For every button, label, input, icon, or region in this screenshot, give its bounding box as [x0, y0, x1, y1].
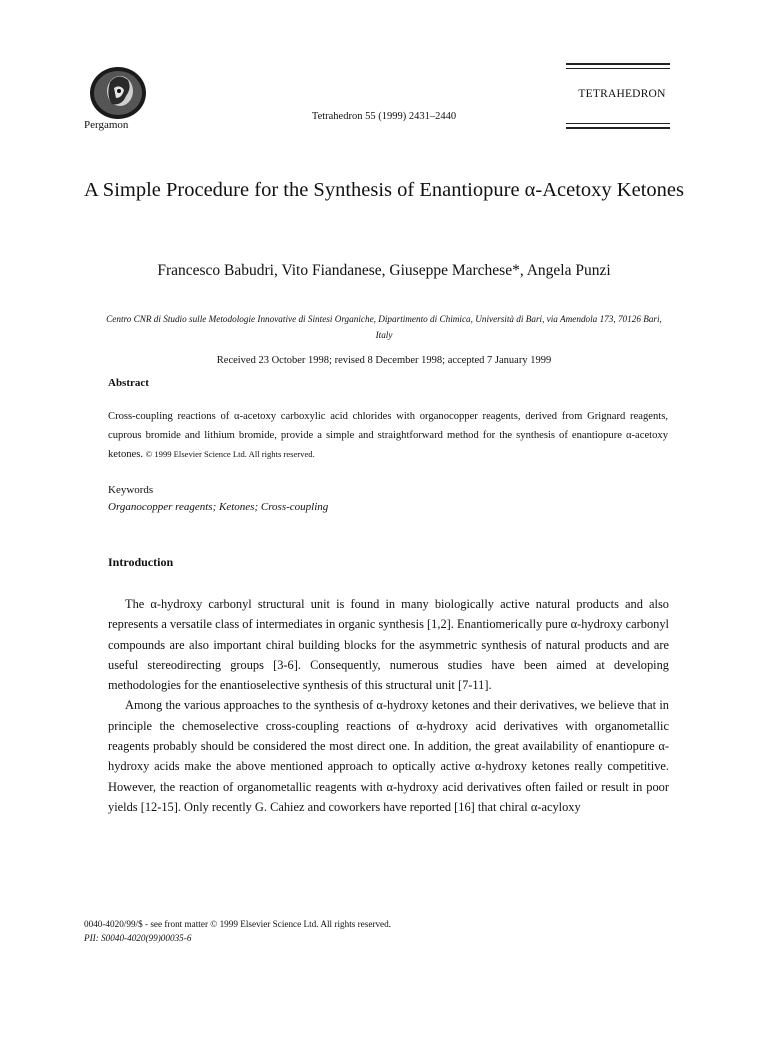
footer-pii: PII: S0040-4020(99)00035-6: [84, 933, 192, 943]
publisher-name: Pergamon: [84, 119, 129, 131]
author-list: Francesco Babudri, Vito Fiandanese, Giuseppe Marchese*, Angela Punzi: [157, 262, 611, 279]
journal-name: TETRAHEDRON: [578, 88, 666, 100]
introduction-heading: Introduction: [108, 555, 174, 569]
affiliation: Centro CNR di Studio sulle Metodologie Innovative di Sintesi Organiche, Dipartimento di Chimica, Università di Bari, via Amendola 173, 70126 Bari, Italy: [106, 314, 662, 340]
header-rule-bottom-thin: [566, 123, 670, 124]
paragraph: Among the various approaches to the synthesis of α-hydroxy ketones and their derivatives, we believe that in principle the chemoselective cross-coupling reactions of α-hydroxy acid derivatives with organometallic reagents probably should be considered the most direct one. In addition, the great availability of enantiopure α-hydroxy acids make the above mentioned approach to optically active α-hydroxy ketones really competitive. However, the reaction of organometallic reagents with α-hydroxy acid derivatives often failed or result in poor yields [12-15]. Only recently G. Cahiez and coworkers have reported [16] that chiral α-acyloxy: [108, 698, 669, 814]
paper-title: A Simple Procedure for the Synthesis of Enantiopure α-Acetoxy Ketones: [84, 179, 684, 201]
abstract-heading: Abstract: [108, 377, 149, 389]
keywords-heading: Keywords: [108, 484, 154, 496]
journal-citation: Tetrahedron 55 (1999) 2431–2440: [311, 111, 457, 122]
paragraph: The α-hydroxy carbonyl structural unit is found in many biologically active natural products and also represents a versatile class of intermediates in organic synthesis [1,2]. Enantiomerically pure α-hydroxy carbonyl compounds are also important chiral building blocks for the asymmetric synthesis of natural products and are useful stereodirecting groups [3-6]. Consequently, numerous studies have been aimed at developing methodologies for the enantioselective synthesis of this structural unit [7-11].: [108, 597, 669, 693]
footer-front-matter: 0040-4020/99/$ - see front matter © 1999 Elsevier Science Ltd. All rights reserved.: [84, 919, 392, 929]
abstract-copyright: © 1999 Elsevier Science Ltd. All rights reserved.: [145, 449, 315, 459]
footer: [84, 917, 391, 945]
header-rule-top-thin: [566, 68, 670, 69]
abstract-body: Cross-coupling reactions of α-acetoxy carboxylic acid chlorides with organocopper reagents, derived from Grignard reagents, cuprous bromide and lithium bromide, provide a simple and straightforward method for the synthesis of enantiopure α-acetoxy ketones.: [108, 411, 668, 460]
abstract-text: [108, 407, 668, 464]
received-dates: Received 23 October 1998; revised 8 December 1998; accepted 7 January 1999: [216, 355, 552, 366]
keywords-list: Organocopper reagents; Ketones; Cross-coupling: [108, 501, 329, 513]
header-rule-bottom: [566, 127, 670, 129]
introduction-body: [108, 594, 669, 817]
header-rule-top: [566, 63, 670, 65]
